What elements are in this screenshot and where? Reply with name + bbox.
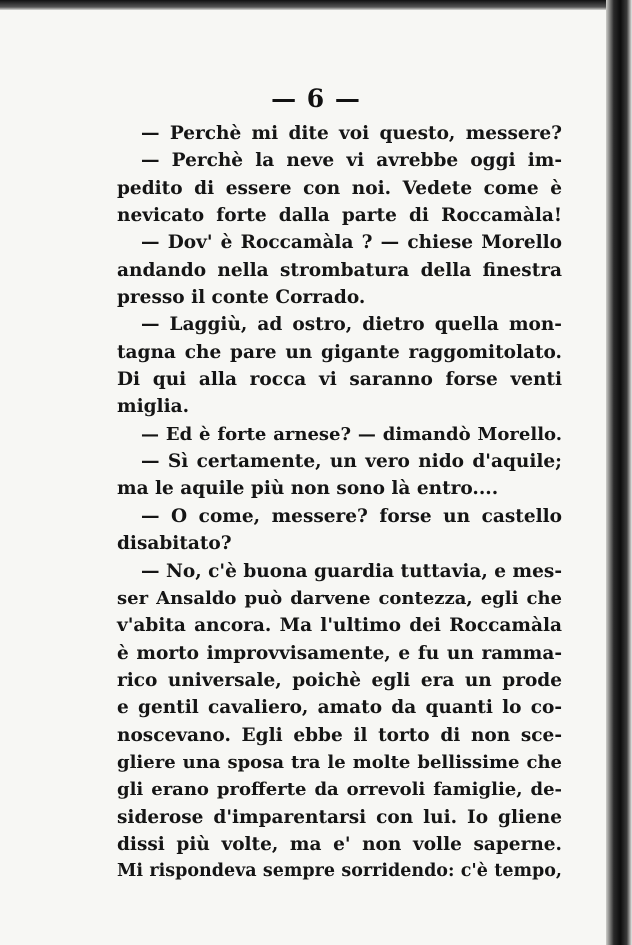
body-text (117, 120, 562, 886)
scan-edge-top (0, 0, 632, 10)
page-number: — 6 — (271, 84, 361, 113)
text-line: tagna che pare un gigante raggomitolato. (117, 341, 562, 363)
text-line: v'abita ancora. Ma l'ultimo dei Roccamàla (117, 615, 562, 637)
text-line: ma le aquile più non sono là entro.... (117, 478, 499, 500)
text-line: — Laggiù, ad ostro, dietro quella mon- (141, 314, 562, 336)
text-line: — Perchè mi dite voi questo, messere? (141, 123, 562, 144)
text-line: è morto improvvisamente, e fu un ramma- (117, 642, 562, 664)
text-line: andando nella strombatura della finestra (117, 259, 562, 281)
text-line: gliere una sposa tra le molte bellissime che (117, 751, 562, 773)
text-line: pedito di essere con noi. Vedete come è (117, 177, 562, 199)
text-line: — Sì certamente, un vero nido d'aquile; (141, 451, 562, 473)
text-line: gli erano profferte da orrevoli famiglie, de- (117, 779, 562, 801)
text-line: nevicato forte dalla parte di Roccamàla! (117, 205, 562, 227)
text-line: e gentil cavaliero, amato da quanti lo co- (117, 697, 562, 719)
text-line: rico universale, poichè egli era un prode (117, 669, 562, 691)
text-line: — No, c'è buona guardia tuttavia, e mes- (141, 560, 562, 582)
text-line: Di qui alla rocca vi saranno forse venti (117, 369, 562, 391)
text-line: Mi rispondeva sempre sorridendo: c'è tempo, (117, 861, 562, 882)
page-binding-edge (606, 0, 632, 945)
text-line: — Perchè la neve vi avrebbe oggi im- (141, 150, 562, 172)
text-line: — Ed è forte arnese? — dimandò Morello. (141, 423, 562, 445)
text-line: presso il conte Corrado. (117, 287, 366, 309)
text-line: miglia. (117, 396, 190, 418)
text-line: ser Ansaldo può darvene contezza, egli che (117, 587, 562, 609)
text-line: — O come, messere? forse un castello (141, 505, 562, 527)
text-line: siderose d'imparentarsi con lui. Io gliene (117, 806, 562, 828)
text-line: dissi più volte, ma e' non volle saperne. (117, 833, 562, 855)
text-line: noscevano. Egli ebbe il torto di non sce- (117, 724, 562, 746)
text-line: — Dov' è Roccamàla ? — chiese Morello (141, 232, 562, 254)
text-line: disabitato? (117, 533, 232, 555)
